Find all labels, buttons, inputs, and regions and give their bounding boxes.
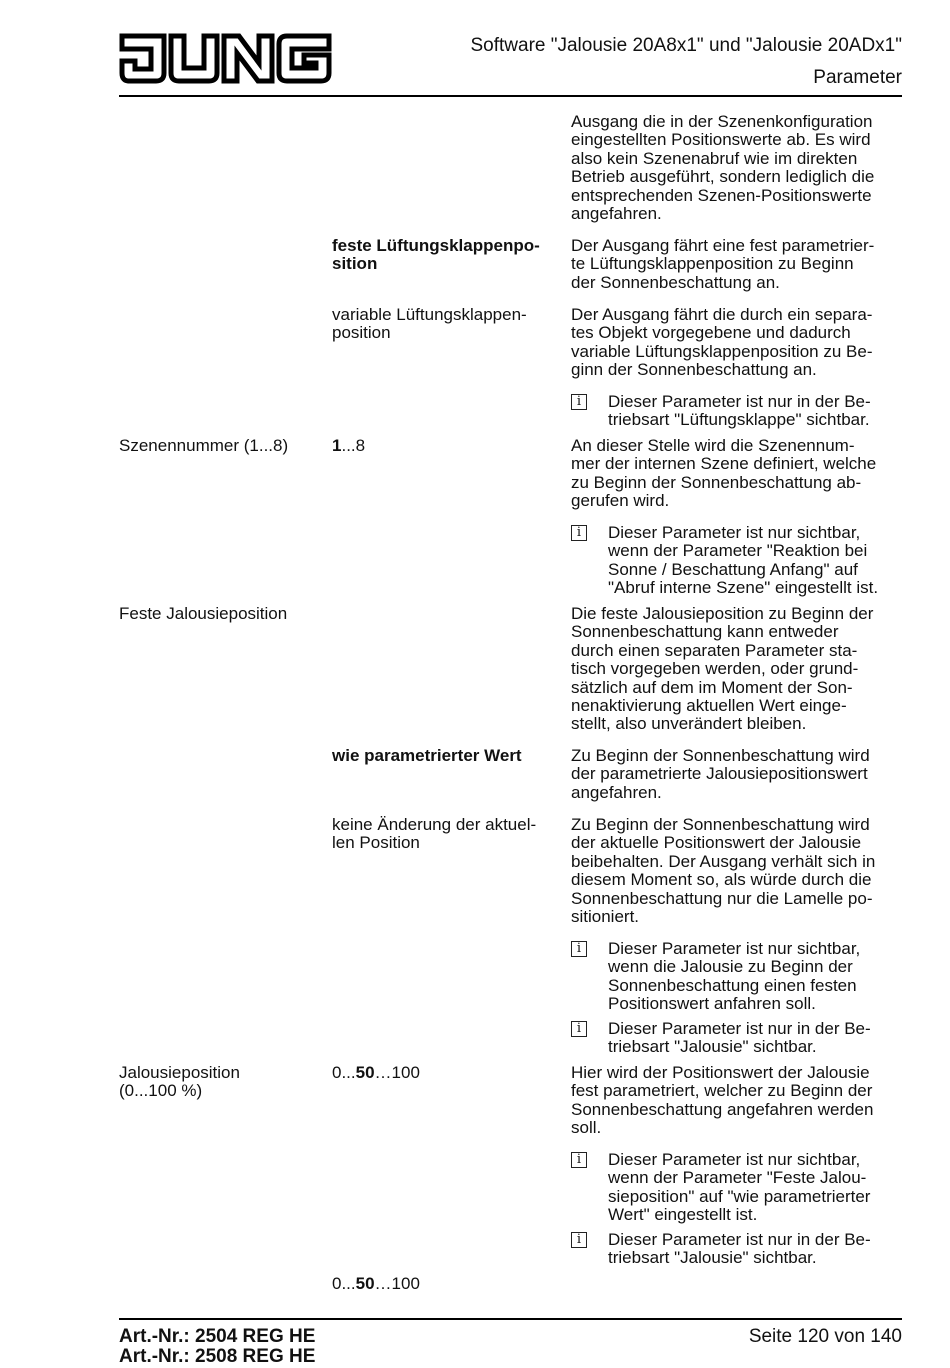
info-note: i Dieser Parameter ist nur sichtbar, wenn die Jalousie zu Beginn der Sonnenbeschattung einen festen Positionswert anfahren soll. (571, 940, 901, 1016)
description-wie-parametrierter-wert: Zu Beginn der Sonnenbeschattung wird der parametrierte Jalousiepositionswert angefahren. (571, 746, 870, 802)
article-number: Art.-Nr.: 2508 REG HE (119, 1346, 316, 1367)
info-icon: i (571, 1021, 587, 1037)
option-wie-parametrierter-wert: wie parametrierter Wert (332, 746, 522, 765)
info-note: i Dieser Parameter ist nur sichtbar, wenn der Parameter "Feste Jalou- sieposition" auf "wie parametrierter Wert" eingestellt ist. (571, 1151, 901, 1227)
description-feste-lueftungsklappenposition: Der Ausgang fährt eine fest parametrier- te Lüftungsklappenposition zu Beginn der Sonnenbeschattung an. (571, 236, 875, 292)
info-icon: i (571, 1232, 587, 1248)
article-number: Art.-Nr.: 2504 REG HE (119, 1326, 316, 1347)
continued-description: Ausgang die in der Szenenkonfiguration eingestellten Positionswerte ab. Es wird also kein Szenenabruf wie im direkten Betrieb ausgeführt, sondern lediglich die entsprechenden Szenen-Positionswerte angefahren. (571, 112, 875, 224)
header-rule (119, 95, 902, 97)
info-note: i Dieser Parameter ist nur in der Be- triebsart "Jalousie" sichtbar. (571, 1231, 901, 1269)
description-variable-lueftungsklappenposition: Der Ausgang fährt die durch ein separa- tes Objekt vorgegebene und dadurch variable Lüftungsklappenposition zu Be- ginn der Sonnenbeschattung an. (571, 305, 873, 380)
footer-rule (119, 1318, 902, 1320)
value-jalousieposition-range: 0...50…100 (332, 1274, 420, 1293)
description-jalousieposition: Hier wird der Positionswert der Jalousie fest parametriert, welcher zu Beginn der Sonnenbeschattung angefahren werden soll. (571, 1063, 874, 1138)
info-note: i Dieser Parameter ist nur sichtbar, wenn der Parameter "Reaktion bei Sonne / Beschattung Anfang" auf "Abruf interne Szene" eingestellt ist. (571, 524, 901, 600)
param-szenennummer: Szenennummer (1...8) (119, 436, 289, 455)
param-feste-jalousieposition: Feste Jalousieposition (119, 604, 288, 623)
value-jalousieposition: 0...50…100 (332, 1063, 420, 1082)
description-szenennummer: An dieser Stelle wird die Szenennum- mer der internen Szene definiert, welche zu Beginn der Sonnenbeschattung ab- gerufen wird. (571, 436, 877, 511)
option-variable-lueftungsklappenposition: variable Lüftungsklappen- position (332, 305, 527, 343)
info-note: i Dieser Parameter ist nur in der Be- triebsart "Lüftungsklappe" sichtbar. (571, 393, 901, 431)
info-icon: i (571, 1152, 587, 1168)
page-number: Seite 120 von 140 (748, 1326, 902, 1347)
param-jalousieposition: Jalousieposition (0...100 %) (119, 1063, 240, 1101)
section-title: Parameter (813, 67, 902, 88)
document-title: Software "Jalousie 20A8x1" und "Jalousie 20ADx1" (470, 35, 902, 56)
info-icon: i (571, 394, 587, 410)
option-keine-aenderung: keine Änderung der aktuel- len Position (332, 815, 537, 853)
jung-logo (119, 33, 333, 85)
info-icon: i (571, 941, 587, 957)
info-icon: i (571, 525, 587, 541)
info-note: i Dieser Parameter ist nur in der Be- triebsart "Jalousie" sichtbar. (571, 1020, 901, 1058)
value-szenennummer: 1...8 (332, 436, 366, 455)
option-feste-lueftungsklappenposition: feste Lüftungsklappenpo- sition (332, 236, 540, 274)
description-keine-aenderung: Zu Beginn der Sonnenbeschattung wird der aktuelle Positionswert der Jalousie beibehalten. Der Ausgang verhält sich in diesem Moment so, als würde durch die Sonnenbeschattung nur die Lamelle po- sitioniert. (571, 815, 876, 927)
description-feste-jalousieposition: Die feste Jalousieposition zu Beginn der Sonnenbeschattung kann entweder durch einen separaten Parameter sta- tisch vorgegeben werden, oder grund- sätzlich auf dem im Moment der Son- nenaktivierung aktuellen Wert einge- stellt, also unverändert bleiben. (571, 604, 874, 734)
